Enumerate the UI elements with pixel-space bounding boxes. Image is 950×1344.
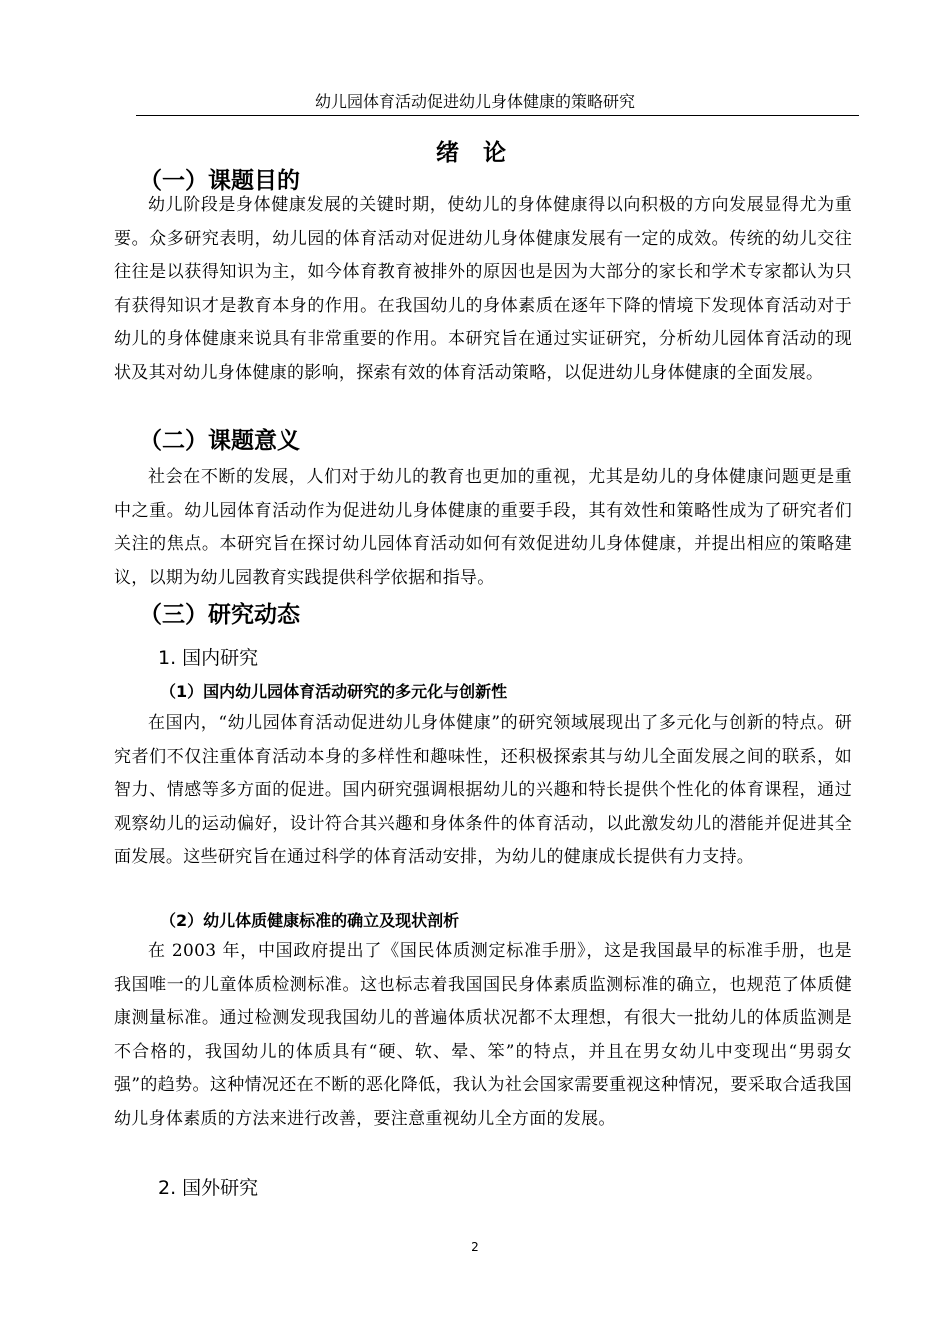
section-heading-purpose: （一）课题目的: [139, 168, 300, 194]
paragraph-domestic-diversity: 在国内，“幼儿园体育活动促进幼儿身体健康”的研究领域展现出了多元化与创新的特点。研究者们不仅注重体育活动本身的多样性和趣味性，还积极探索其与幼儿全面发展之间的联系，如智力、情感等多方面的促进。国内研究强调根据幼儿的兴趣和特长提供个性化的体育课程，通过观察幼儿的运动偏好，设计符合其兴趣和身体条件的体育活动，以此激发幼儿的潜能并促进其全面发展。这些研究旨在通过科学的体育活动安排，为幼儿的健康成长提供有力支持。: [114, 713, 852, 868]
subsection-heading-foreign: 2. 国外研究: [158, 1177, 259, 1199]
section-heading-research-status: （三）研究动态: [139, 602, 300, 628]
paragraph-purpose: 幼儿阶段是身体健康发展的关键时期，使幼儿的身体健康得以向积极的方向发展显得尤为重要。众多研究表明，幼儿园的体育活动对促进幼儿身体健康发展有一定的成效。传统的幼儿交往往往是以获得知识为主，如今体育教育被排外的原因也是因为大部分的家长和学术专家都认为只有获得知识才是教育本身的作用。在我国幼儿的身体素质在逐年下降的情境下发现体育活动对于幼儿的身体健康来说具有非常重要的作用。本研究旨在通过实证研究，分析幼儿园体育活动的现状及其对幼儿身体健康的影响，探索有效的体育活动策略，以促进幼儿身体健康的全面发展。: [114, 195, 852, 383]
item-heading-physique-standard: （2）幼儿体质健康标准的确立及现状剖析: [160, 911, 460, 930]
header-divider: [136, 115, 859, 116]
document-title: 绪 论: [435, 140, 514, 166]
subsection-heading-domestic: 1. 国内研究: [158, 647, 259, 669]
running-header-title: 幼儿园体育活动促进幼儿身体健康的策略研究: [314, 92, 635, 111]
paragraph-physique-standard: 在 2003 年，中国政府提出了《国民体质测定标准手册》，这是我国最早的标准手册，也是我国唯一的儿童体质检测标准。这也标志着我国国民身体素质监测标准的确立，也规范了体质健康测量标准。通过检测发现我国幼儿的普遍体质状况都不太理想，有很大一批幼儿的体质监测是不合格的，我国幼儿的体质具有“硬、软、晕、笨”的特点，并且在男女幼儿中变现出“男弱女强”的趋势。这种情况还在不断的恶化降低，我认为社会国家需要重视这种情况，要采取合适我国幼儿身体素质的方法来进行改善，要注意重视幼儿全方面的发展。: [114, 941, 852, 1129]
paragraph-significance: 社会在不断的发展，人们对于幼儿的教育也更加的重视，尤其是幼儿的身体健康问题更是重中之重。幼儿园体育活动作为促进幼儿身体健康的重要手段，其有效性和策略性成为了研究者们关注的焦点。本研究旨在探讨幼儿园体育活动如何有效促进幼儿身体健康，并提出相应的策略建议，以期为幼儿园教育实践提供科学依据和指导。: [114, 467, 852, 588]
section-heading-significance: （二）课题意义: [139, 428, 300, 454]
item-heading-domestic-diversity: （1）国内幼儿园体育活动研究的多元化与创新性: [160, 682, 508, 701]
page-number: 2: [471, 1240, 479, 1254]
